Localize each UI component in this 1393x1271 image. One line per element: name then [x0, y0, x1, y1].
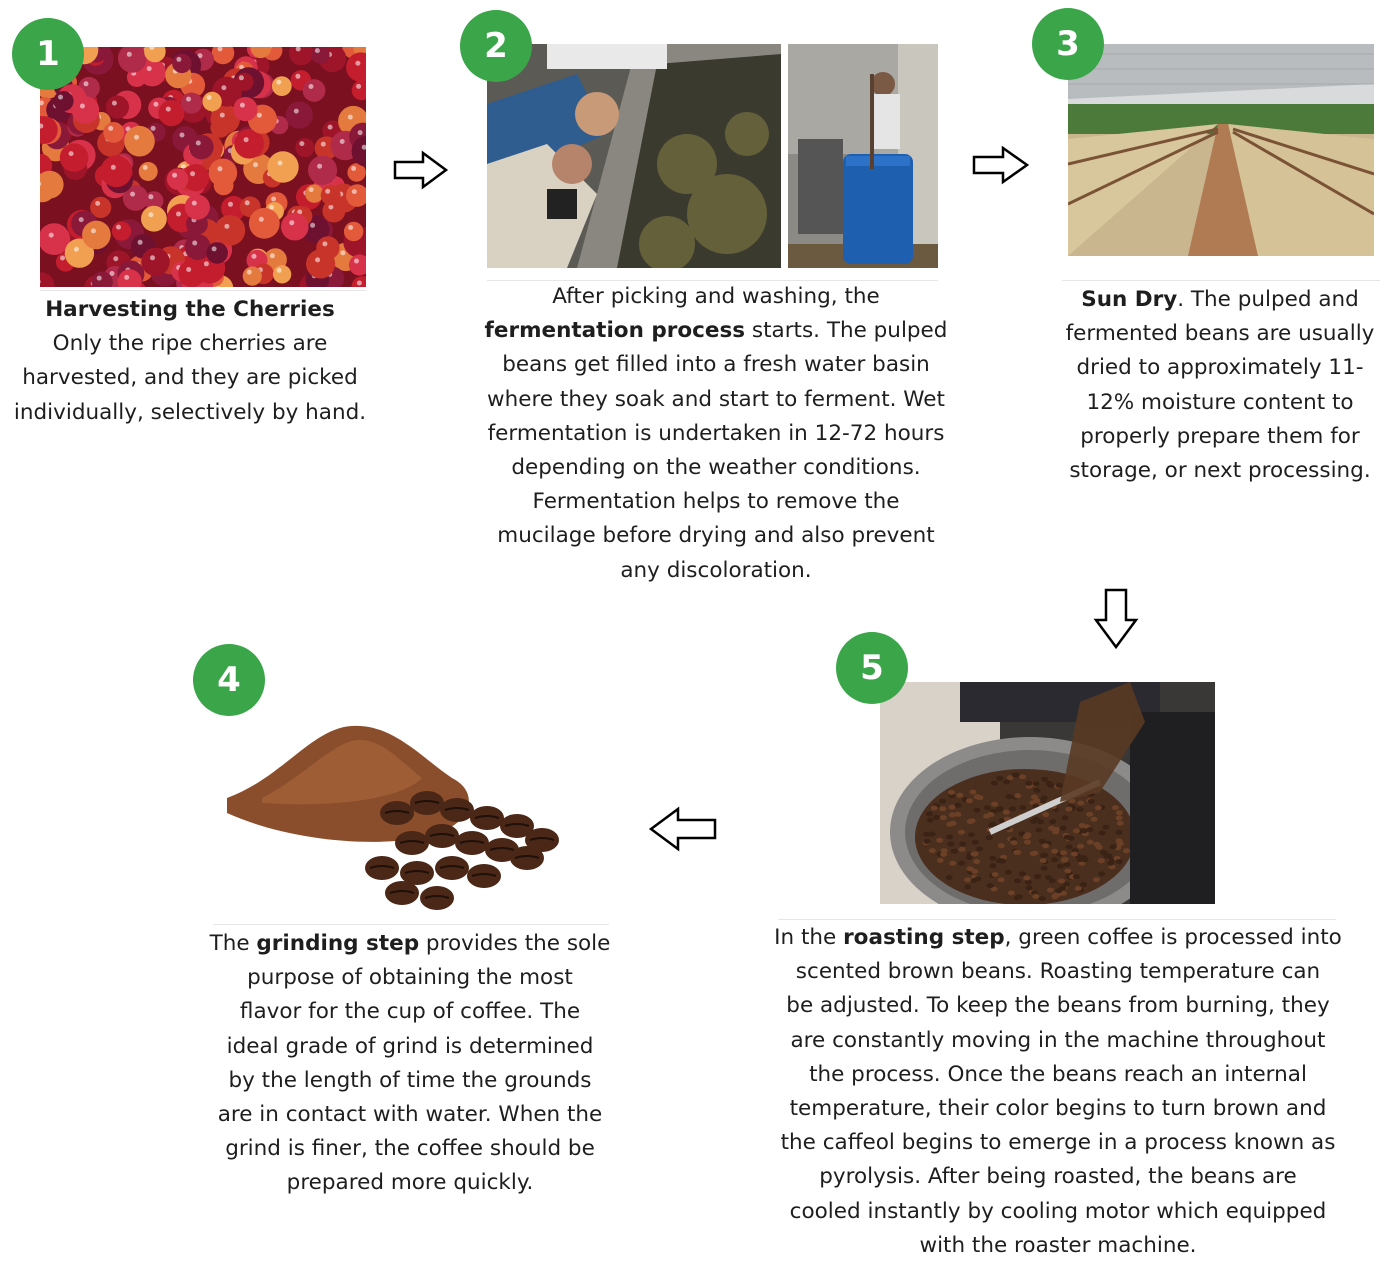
step-2-line: Fermentation helps to remove the [532, 489, 900, 515]
step-1-title: Harvesting the Cherries [45, 297, 335, 322]
fermentation-inspection-photo [487, 44, 781, 268]
step-5-line [768, 921, 1348, 955]
roasting-machine-photo [880, 682, 1215, 904]
roasting-step-term: roasting step [843, 925, 1005, 950]
step-1-line: individually, selectively by hand. [13, 399, 367, 425]
ground-coffee-photo [222, 718, 572, 910]
sun-dry-beds-photo [1068, 44, 1374, 256]
step-5-line: are constantly moving in the machine throughout [790, 1027, 1326, 1053]
step-4-badge: 4 [193, 644, 265, 716]
right-arrow-icon [393, 150, 449, 190]
step-2-line: After picking and washing, the [552, 284, 880, 309]
step-3-line: dried to approximately 11- [1076, 355, 1364, 381]
step-2-line: depending on the weather conditions. [511, 455, 921, 481]
step-5-line: scented brown beans. Roasting temperature can [795, 959, 1321, 985]
fermentation-barrel-photo [788, 44, 938, 268]
step-4-line: grind is finer, the coffee should be [225, 1136, 595, 1162]
step-5-line: be adjusted. To keep the beans from burning, they [786, 993, 1330, 1019]
step-3-line: fermented beans are usually [1065, 321, 1375, 347]
step-4-line-pre: The [209, 931, 257, 956]
divider [778, 919, 1336, 920]
step-4-line: flavor for the cup of coffee. The [239, 999, 581, 1025]
step-5-line-rest: , green coffee is processed into [1004, 925, 1342, 950]
step-1-line: harvested, and they are picked [22, 365, 358, 391]
step-2-line: beans get filled into a fresh water basin [502, 352, 930, 378]
divider [40, 290, 366, 291]
step-3-line-rest: . The pulped and [1177, 287, 1359, 312]
step-1-text [0, 293, 380, 430]
step-5-text [768, 921, 1348, 1263]
step-4-line: are in contact with water. When the [217, 1102, 603, 1128]
step-3-line: 12% moisture content to [1086, 389, 1354, 415]
step-2-line-rest: starts. The pulped [745, 318, 948, 344]
step-2-line: where they soak and start to ferment. Wet [487, 386, 945, 412]
step-3-badge: 3 [1032, 8, 1104, 80]
step-1-line: Only the ripe cherries are [52, 331, 328, 357]
step-4-line: ideal grade of grind is determined [226, 1033, 594, 1059]
step-4-line: prepared more quickly. [286, 1170, 534, 1196]
step-4-line: by the length of time the grounds [228, 1067, 592, 1093]
step-5-line: pyrolysis. After being roasted, the beans are [819, 1164, 1297, 1190]
step-5-line-pre: In the [774, 925, 844, 950]
right-arrow-icon [972, 145, 1030, 185]
divider [1062, 280, 1380, 281]
step-3-line [1050, 283, 1390, 317]
step-1-badge: 1 [12, 18, 84, 90]
step-5-line: with the roaster machine. [919, 1232, 1197, 1258]
step-5-line: the caffeol begins to emerge in a process known as [780, 1130, 1336, 1156]
step-4-line: purpose of obtaining the most [247, 965, 573, 991]
step-2-line: fermentation is undertaken in 12-72 hours [487, 420, 945, 446]
step-2-line [466, 314, 966, 348]
step-5-line: temperature, their color begins to turn brown and [789, 1096, 1327, 1122]
step-2-badge: 2 [460, 10, 532, 82]
step-4-text [200, 927, 620, 1201]
step-2-line: any discoloration. [620, 557, 812, 583]
step-3-line: properly prepare them for [1080, 423, 1360, 449]
step-4-line-rest: provides the sole [419, 931, 611, 956]
divider [213, 924, 609, 925]
step-4-line [200, 927, 620, 961]
step-2-text [466, 280, 966, 588]
step-5-badge: 5 [836, 632, 908, 704]
step-5-line: the process. Once the beans reach an internal [809, 1061, 1307, 1087]
left-arrow-icon [648, 806, 718, 852]
step-2-line: mucilage before drying and also prevent [497, 523, 935, 549]
step-3-text [1050, 283, 1390, 488]
step-3-line: storage, or next processing. [1069, 458, 1371, 484]
fermentation-process-term: fermentation process [484, 318, 746, 344]
sun-dry-term: Sun Dry [1081, 287, 1178, 312]
cherries-photo [40, 47, 366, 287]
down-arrow-icon [1093, 588, 1139, 650]
grinding-step-term: grinding step [256, 931, 420, 956]
step-5-line: cooled instantly by cooling motor which equipped [789, 1198, 1327, 1224]
